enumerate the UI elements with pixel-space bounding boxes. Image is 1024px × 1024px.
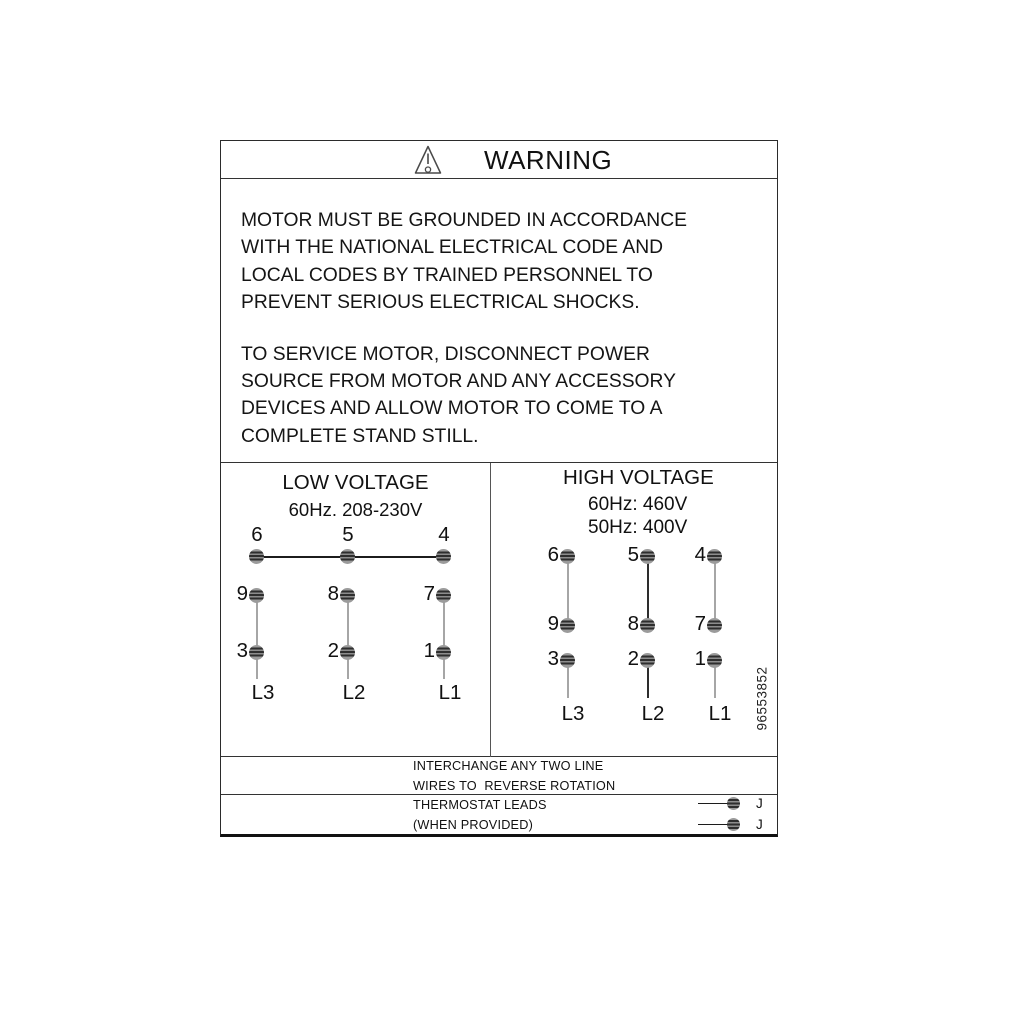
lead-label: J bbox=[756, 817, 763, 832]
wire-6-9 bbox=[567, 557, 569, 626]
terminal-number: 4 bbox=[438, 523, 450, 546]
terminal-number: 3 bbox=[547, 647, 559, 670]
screw-terminal-icon bbox=[640, 653, 655, 668]
screw-terminal-icon bbox=[436, 645, 451, 660]
low-voltage-title: LOW VOLTAGE bbox=[282, 471, 429, 494]
terminal-number: 1 bbox=[423, 639, 435, 662]
terminal-number: 5 bbox=[627, 543, 639, 566]
thermostat-note-line: (WHEN PROVIDED) bbox=[413, 818, 534, 832]
line-label: L1 bbox=[438, 681, 462, 704]
rotation-note-line: INTERCHANGE ANY TWO LINE bbox=[413, 759, 604, 773]
terminal-number: 4 bbox=[694, 543, 706, 566]
warning-triangle-icon bbox=[414, 144, 442, 175]
screw-terminal-icon bbox=[707, 618, 722, 633]
warning-text-line: SOURCE FROM MOTOR AND ANY ACCESSORY bbox=[241, 371, 676, 393]
screw-terminal-icon bbox=[340, 645, 355, 660]
high-voltage-subtitle-50hz: 50Hz: 400V bbox=[588, 517, 688, 538]
warning-title: WARNING bbox=[484, 145, 613, 175]
warning-text-line: COMPLETE STAND STILL. bbox=[241, 425, 479, 447]
part-number: 96553852 bbox=[754, 666, 770, 731]
terminal-number: 9 bbox=[236, 582, 248, 605]
low-voltage-diagram bbox=[221, 463, 490, 757]
terminal-number: 1 bbox=[694, 647, 706, 670]
terminal-number: 9 bbox=[547, 612, 559, 635]
wiring-diagrams bbox=[221, 463, 777, 757]
terminal-number: 8 bbox=[627, 612, 639, 635]
screw-terminal-icon bbox=[249, 549, 264, 564]
high-voltage-title: HIGH VOLTAGE bbox=[563, 466, 714, 489]
warning-text-line: WITH THE NATIONAL ELECTRICAL CODE AND bbox=[241, 237, 664, 259]
warning-text-line: PREVENT SERIOUS ELECTRICAL SHOCKS. bbox=[241, 292, 640, 314]
screw-terminal-icon bbox=[707, 549, 722, 564]
warning-header bbox=[221, 141, 777, 179]
thermostat-lead-wire bbox=[698, 824, 730, 826]
warning-text-line: MOTOR MUST BE GROUNDED IN ACCORDANCE bbox=[241, 210, 688, 231]
lead-label: J bbox=[756, 796, 763, 811]
line-label: L2 bbox=[342, 681, 366, 704]
warning-text-block bbox=[221, 179, 777, 463]
warning-text-line: TO SERVICE MOTOR, DISCONNECT POWER bbox=[241, 343, 650, 365]
line-label: L3 bbox=[561, 702, 585, 725]
terminal-number: 2 bbox=[327, 639, 339, 662]
screw-terminal-icon bbox=[560, 549, 575, 564]
line-label: L2 bbox=[641, 702, 665, 725]
motor-warning-label bbox=[220, 140, 778, 837]
thermostat-lead-terminal-icon bbox=[727, 797, 740, 810]
wire-5-8 bbox=[647, 557, 649, 626]
warning-text-line: LOCAL CODES BY TRAINED PERSONNEL TO bbox=[241, 264, 653, 286]
screw-terminal-icon bbox=[640, 549, 655, 564]
thermostat-note bbox=[221, 795, 777, 833]
screw-terminal-icon bbox=[560, 618, 575, 633]
thermostat-lead-wire bbox=[698, 803, 730, 805]
warning-text-line: DEVICES AND ALLOW MOTOR TO COME TO A bbox=[241, 398, 663, 420]
screw-terminal-icon bbox=[249, 588, 264, 603]
terminal-number: 7 bbox=[423, 582, 435, 605]
line-label: L3 bbox=[251, 681, 275, 704]
screw-terminal-icon bbox=[640, 618, 655, 633]
terminal-number: 3 bbox=[236, 639, 248, 662]
terminal-number: 5 bbox=[342, 523, 354, 546]
screw-terminal-icon bbox=[249, 645, 264, 660]
line-label: L1 bbox=[708, 702, 732, 725]
screw-terminal-icon bbox=[436, 549, 451, 564]
wire-4-7 bbox=[714, 557, 716, 626]
high-voltage-diagram bbox=[491, 463, 777, 757]
terminal-number: 2 bbox=[627, 647, 639, 670]
thermostat-lead-terminal-icon bbox=[727, 818, 740, 831]
rotation-note bbox=[221, 757, 777, 795]
terminal-number: 7 bbox=[694, 612, 706, 635]
rotation-note-line: WIRES TO REVERSE ROTATION bbox=[413, 779, 616, 793]
terminal-number: 6 bbox=[547, 543, 559, 566]
screw-terminal-icon bbox=[340, 588, 355, 603]
screw-terminal-icon bbox=[436, 588, 451, 603]
high-voltage-subtitle-60hz: 60Hz: 460V bbox=[588, 494, 688, 515]
terminal-number: 8 bbox=[327, 582, 339, 605]
screw-terminal-icon bbox=[560, 653, 575, 668]
thermostat-note-line: THERMOSTAT LEADS bbox=[413, 798, 547, 812]
screw-terminal-icon bbox=[340, 549, 355, 564]
screw-terminal-icon bbox=[707, 653, 722, 668]
terminal-number: 6 bbox=[251, 523, 263, 546]
low-voltage-subtitle: 60Hz. 208-230V bbox=[288, 499, 423, 520]
